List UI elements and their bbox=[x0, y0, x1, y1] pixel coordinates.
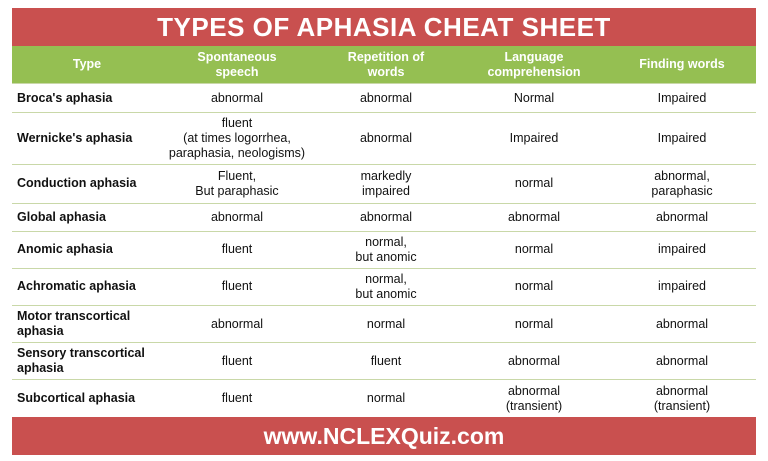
table-cell: fluent (at times logorrhea, paraphasia, neologisms) bbox=[162, 113, 312, 165]
table-cell: Normal bbox=[460, 84, 608, 113]
type-cell: Anomic aphasia bbox=[12, 231, 162, 268]
table-cell: abnormal bbox=[312, 84, 460, 113]
table-row bbox=[12, 203, 756, 231]
table-cell: abnormal bbox=[608, 343, 756, 380]
table-cell: abnormal bbox=[162, 203, 312, 231]
table-cell: markedly impaired bbox=[312, 165, 460, 203]
table-cell: fluent bbox=[162, 231, 312, 268]
table-cell: normal bbox=[460, 165, 608, 203]
table-row bbox=[12, 231, 756, 268]
column-header-type: Type bbox=[12, 46, 162, 84]
type-cell: Conduction aphasia bbox=[12, 165, 162, 203]
table-cell: normal bbox=[312, 305, 460, 342]
table-cell: abnormal bbox=[608, 305, 756, 342]
table-cell: impaired bbox=[608, 268, 756, 305]
table-cell: Fluent, But paraphasic bbox=[162, 165, 312, 203]
table-row bbox=[12, 268, 756, 305]
table-cell: normal bbox=[460, 268, 608, 305]
table-cell: normal bbox=[460, 231, 608, 268]
table-cell: abnormal (transient) bbox=[608, 380, 756, 417]
page-title: TYPES OF APHASIA CHEAT SHEET bbox=[12, 8, 756, 46]
table-row bbox=[12, 84, 756, 113]
column-header-spontaneous-speech: Spontaneous speech bbox=[162, 46, 312, 84]
table-cell: fluent bbox=[312, 343, 460, 380]
table-cell: normal bbox=[312, 380, 460, 417]
table-cell: abnormal bbox=[608, 203, 756, 231]
table-cell: normal, but anomic bbox=[312, 231, 460, 268]
table-cell: fluent bbox=[162, 380, 312, 417]
table-cell: abnormal bbox=[162, 305, 312, 342]
table-cell: fluent bbox=[162, 343, 312, 380]
type-cell: Wernicke's aphasia bbox=[12, 113, 162, 165]
table-cell: abnormal bbox=[460, 203, 608, 231]
table-cell: Impaired bbox=[608, 84, 756, 113]
table-cell: abnormal (transient) bbox=[460, 380, 608, 417]
table-cell: abnormal bbox=[312, 113, 460, 165]
table-cell: abnormal bbox=[312, 203, 460, 231]
table-cell: normal, but anomic bbox=[312, 268, 460, 305]
table-cell: impaired bbox=[608, 231, 756, 268]
type-cell: Global aphasia bbox=[12, 203, 162, 231]
column-header-comprehension: Language comprehension bbox=[460, 46, 608, 84]
table-cell: Impaired bbox=[608, 113, 756, 165]
table-row bbox=[12, 113, 756, 165]
table-row bbox=[12, 343, 756, 380]
type-cell: Achromatic aphasia bbox=[12, 268, 162, 305]
table-cell: abnormal bbox=[460, 343, 608, 380]
column-header-finding-words: Finding words bbox=[608, 46, 756, 84]
type-cell: Broca's aphasia bbox=[12, 84, 162, 113]
aphasia-table bbox=[12, 46, 756, 417]
table-cell: abnormal bbox=[162, 84, 312, 113]
column-header-repetition: Repetition of words bbox=[312, 46, 460, 84]
table-row bbox=[12, 380, 756, 417]
table-cell: Impaired bbox=[460, 113, 608, 165]
table-header-row bbox=[12, 46, 756, 84]
table-cell: fluent bbox=[162, 268, 312, 305]
table-cell: normal bbox=[460, 305, 608, 342]
type-cell: Subcortical aphasia bbox=[12, 380, 162, 417]
table-row bbox=[12, 305, 756, 342]
table-row bbox=[12, 165, 756, 203]
footer-website: www.NCLEXQuiz.com bbox=[12, 417, 756, 455]
type-cell: Sensory transcortical aphasia bbox=[12, 343, 162, 380]
type-cell: Motor transcortical aphasia bbox=[12, 305, 162, 342]
table-cell: abnormal, paraphasic bbox=[608, 165, 756, 203]
